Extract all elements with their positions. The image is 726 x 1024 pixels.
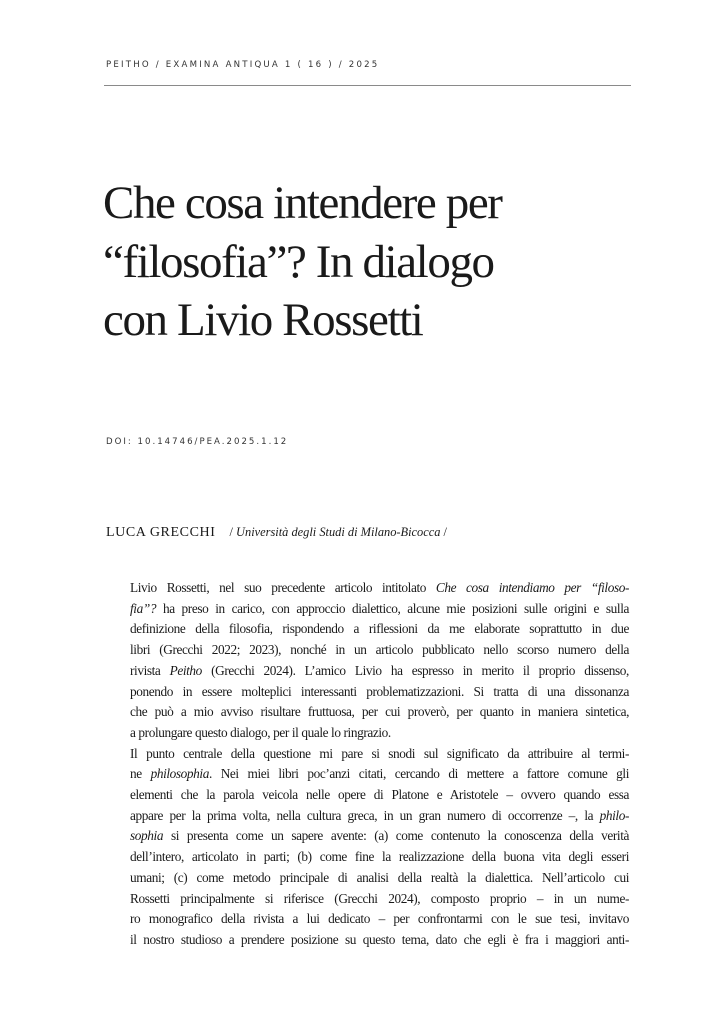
byline bbox=[106, 523, 447, 541]
affiliation bbox=[230, 525, 448, 539]
body-line: ponendo in essere molteplici interessanti problematizzazioni. Si tratta di una dissonanza bbox=[130, 683, 629, 699]
paragraph-1 bbox=[106, 578, 629, 744]
body-line: definizione della filosofia, rispondendo a riflessioni da me elaborate soprattutto in due bbox=[130, 621, 629, 637]
body-text: Livio Rossetti, nel suo precedente articolo intitolato bbox=[130, 580, 436, 595]
body-italic-text: Peitho bbox=[169, 662, 202, 678]
body-line: ro monografico della rivista a lui dedicato – per confrontarmi con le sue tesi, invitavo bbox=[130, 911, 629, 927]
header-rule bbox=[104, 85, 631, 86]
body-italic-text: Che cosa intendiamo per “filoso- bbox=[435, 580, 629, 595]
article-title bbox=[103, 174, 643, 350]
body-line: libri (Grecchi 2022; 2023), nonché in un articolo pubblicato nello scorso numero della bbox=[130, 642, 629, 658]
article-title-line: Che cosa intendere per bbox=[103, 177, 502, 229]
doi-line: DOI: 10.14746/PEA.2025.1.12 bbox=[106, 437, 289, 447]
body-text: appare per la prima volta, nella cultura greca, in un gran numero di occorrenze –, la bbox=[130, 807, 600, 823]
body-line bbox=[106, 599, 629, 620]
body-text: si presenta come un sapere avente: (a) come contenuto la conoscenza della verità bbox=[163, 828, 629, 844]
article-body bbox=[106, 578, 629, 951]
author-name: LUCA GRECCHI bbox=[106, 525, 216, 540]
body-italic-text: sophia bbox=[130, 828, 164, 844]
body-italic-text: philosophia bbox=[150, 766, 209, 782]
body-text: (Grecchi 2024). L’amico Livio ha espresso in merito il proprio dissenso, bbox=[201, 662, 629, 678]
article-title-line: “filosofia”? In dialogo bbox=[103, 235, 494, 288]
body-text: rivista bbox=[130, 662, 170, 678]
body-line: elementi che la parola veicola nelle opere di Platone e Aristotele – ovvero quando essa bbox=[130, 787, 629, 803]
body-line: che può a mio avviso risultare fruttuosa, per cui proverò, per quanto in maniera sintetica, bbox=[130, 704, 629, 720]
body-line bbox=[106, 806, 629, 827]
body-text: ha preso in carico, con approccio dialettico, alcune mie posizioni sulle origini e sulla bbox=[156, 600, 629, 616]
body-line bbox=[106, 826, 629, 847]
affiliation-name: Università degli Studi di Milano-Bicocca bbox=[236, 525, 441, 539]
body-text: ne bbox=[130, 766, 151, 782]
body-line: Rossetti principalmente si riferisce (Grecchi 2024), composto proprio – in un nume- bbox=[130, 890, 629, 906]
affiliation-slash-close: / bbox=[440, 525, 447, 539]
body-line bbox=[106, 764, 629, 785]
running-header: PEITHO / EXAMINA ANTIQUA 1 ( 16 ) / 2025 bbox=[106, 60, 380, 70]
body-italic-text: fia”? bbox=[130, 600, 157, 616]
body-line: umani; (c) come metodo principale di analisi della realtà la dialettica. Nell’articolo cui bbox=[130, 869, 629, 885]
body-line: a prolungare questo dialogo, per il quale lo ringrazio. bbox=[130, 724, 391, 740]
body-line: il nostro studioso a prendere posizione su questo tema, dato che egli è fra i maggiori anti- bbox=[130, 931, 629, 947]
body-line: Il punto centrale della questione mi pare si snodi sul significato da attribuire al termi- bbox=[130, 745, 629, 761]
paragraph-2 bbox=[106, 744, 629, 951]
body-line: dell’intero, articolato in parti; (b) come fine la realizzazione della buona vita degli esseri bbox=[130, 849, 629, 865]
article-title-line: con Livio Rossetti bbox=[103, 294, 423, 346]
body-line bbox=[106, 578, 629, 599]
affiliation-slash-open: / bbox=[229, 525, 237, 539]
body-line bbox=[106, 661, 629, 682]
body-italic-text: philo- bbox=[599, 807, 629, 823]
body-text: . Nei miei libri poc’anzi citati, cercando di mettere a fattore comune gli bbox=[208, 766, 629, 782]
